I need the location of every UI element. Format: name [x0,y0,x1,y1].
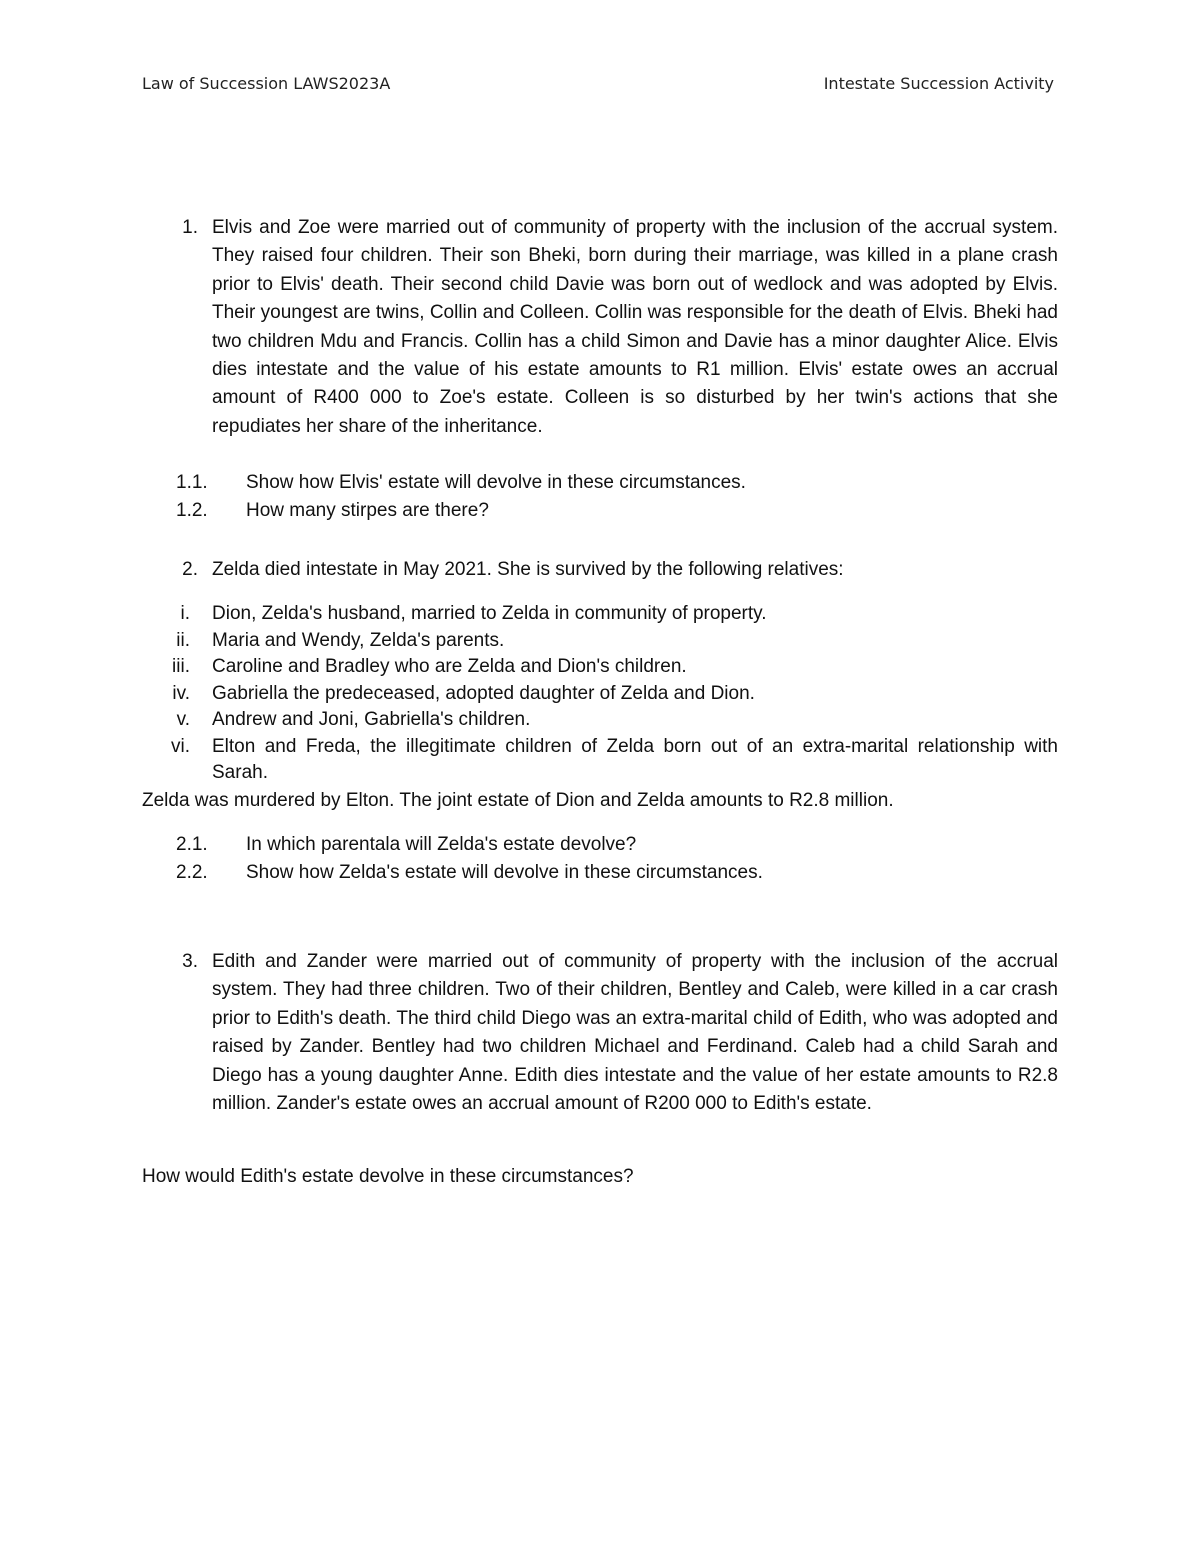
question-number: 3. [182,951,198,972]
relative-text: Dion, Zelda's husband, married to Zelda in community of property. [212,603,767,624]
question-text: Edith and Zander were married out of community of property with the inclusion of the accrual system. They had three children. Two of their children, Bentley and Caleb, were killed in a car crash prior to Edith's death. The third child Diego was an extra-marital child of Edith, who was adopted and raised by Zander. Bentley had two children Michael and Ferdinand. Caleb had a child Sarah and Diego has a young daughter Anne. Edith dies intestate and the value of her estate amounts to R2.8 million. Zander's estate owes an accrual amount of R200 000 to Edith's estate. [212,951,1058,1115]
sub-question-number: 2.1. [176,834,208,855]
sub-question-number: 1.2. [176,500,208,521]
question-3-prompt: How would Edith's estate devolve in these circumstances? [142,1166,634,1187]
sub-question-text: Show how Zelda's estate will devolve in these circumstances. [246,862,763,883]
sub-question-number: 2.2. [176,862,208,883]
relative-number: i. [180,603,190,624]
header-course-title: Law of Succession LAWS2023A [142,74,391,93]
sub-question-text: Show how Elvis' estate will devolve in these circumstances. [246,472,746,493]
relative-number: ii. [176,630,190,651]
relative-text: Gabriella the predeceased, adopted daughter of Zelda and Dion. [212,683,755,704]
question-text: Elvis and Zoe were married out of community of property with the inclusion of the accrual system. They raised four children. Their son Bheki, born during their marriage, was killed in a plane crash prior to Elvis' death. Their second child Davie was born out of wedlock and was adopted by Elvis. Their youngest are twins, Collin and Colleen. Collin was responsible for the death of Elvis. Bheki had two children Mdu and Francis. Collin has a child Simon and Davie has a minor daughter Alice. Elvis dies intestate and the value of his estate amounts to R1 million. Elvis' estate owes an accrual amount of R400 000 to Zoe's estate. Colleen is so disturbed by her twin's actions that she repudiates her share of the inheritance. [212,217,1058,437]
relative-number: vi. [171,736,190,757]
relative-number: iv. [172,683,190,704]
relative-text: Maria and Wendy, Zelda's parents. [212,630,505,651]
relative-text: Andrew and Joni, Gabriella's children. [212,709,531,730]
sub-question-text: In which parentala will Zelda's estate devolve? [246,834,637,855]
relative-text: Elton and Freda, the illegitimate children of Zelda born out of an extra-marital relationship with Sarah. [212,736,1058,783]
relative-number: iii. [172,656,190,677]
relative-text: Caroline and Bradley who are Zelda and Dion's children. [212,656,687,677]
question-number: 1. [182,217,198,238]
sub-question-text: How many stirpes are there? [246,500,489,521]
question-text: Zelda died intestate in May 2021. She is survived by the following relatives: [212,559,844,580]
relative-number: v. [176,709,190,730]
header-activity-title: Intestate Succession Activity [823,74,1054,93]
question-2-note: Zelda was murdered by Elton. The joint estate of Dion and Zelda amounts to R2.8 million. [142,790,894,811]
sub-question-number: 1.1. [176,472,208,493]
question-number: 2. [182,559,198,580]
